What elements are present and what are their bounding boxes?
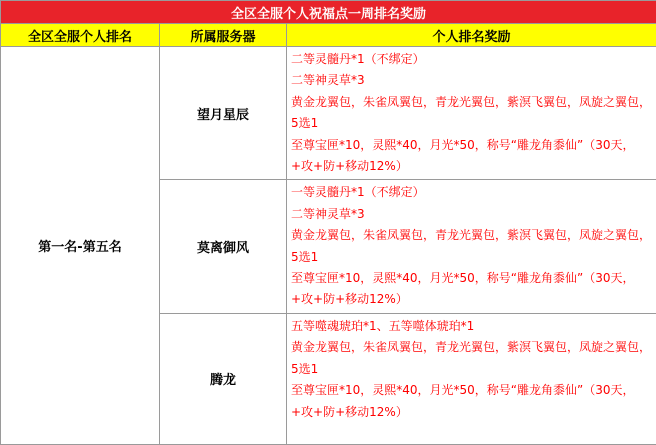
rank-range-cell: 第一名-第五名 xyxy=(1,47,160,445)
reward-line: 二等神灵草*3 xyxy=(291,73,365,88)
reward-line: 至尊宝匣*10，灵熙*40，月光*50，称号“雕龙角黍仙”（30天，+攻+防+移动12%） xyxy=(291,137,635,174)
reward-line: 黄金龙翼包，朱雀凤翼包，青龙光翼包，紫溟飞翼包，凤旋之翼包，5选1 xyxy=(291,94,652,131)
reward-line: 黄金龙翼包，朱雀凤翼包，青龙光翼包，紫溟飞翼包，凤旋之翼包，5选1 xyxy=(291,340,652,376)
server-name: 莫离御风 xyxy=(160,180,287,313)
reward-line: 至尊宝匣*10，灵熙*40，月光*50，称号“雕龙角黍仙”（30天，+攻+防+移动12%） xyxy=(291,271,635,307)
reward-line: 黄金龙翼包，朱雀凤翼包，青龙光翼包，紫溟飞翼包，凤旋之翼包，5选1 xyxy=(291,228,652,264)
header-rank: 全区全服个人排名 xyxy=(1,24,160,47)
table-row xyxy=(1,47,656,180)
reward-line: 一等灵髓丹*1（不绑定） xyxy=(291,185,425,200)
header-row xyxy=(1,24,656,47)
server-name: 望月星辰 xyxy=(160,47,287,180)
title-row xyxy=(1,1,656,24)
reward-line: 至尊宝匣*10，灵熙*40，月光*50，称号“雕龙角黍仙”（30天，+攻+防+移动12%） xyxy=(291,383,635,419)
header-server: 所属服务器 xyxy=(160,24,287,47)
reward-list xyxy=(287,313,656,444)
table-title: 全区全服个人祝福点一周排名奖励 xyxy=(1,1,656,24)
reward-line: 二等神灵草*3 xyxy=(291,206,365,221)
reward-line: 五等噬魂琥珀*1、五等噬体琥珀*1 xyxy=(291,318,475,333)
reward-list xyxy=(287,180,656,313)
reward-list xyxy=(287,47,656,180)
header-reward: 个人排名奖励 xyxy=(287,24,656,47)
server-name: 腾龙 xyxy=(160,313,287,444)
reward-line: 二等灵髓丹*1（不绑定） xyxy=(291,52,425,66)
